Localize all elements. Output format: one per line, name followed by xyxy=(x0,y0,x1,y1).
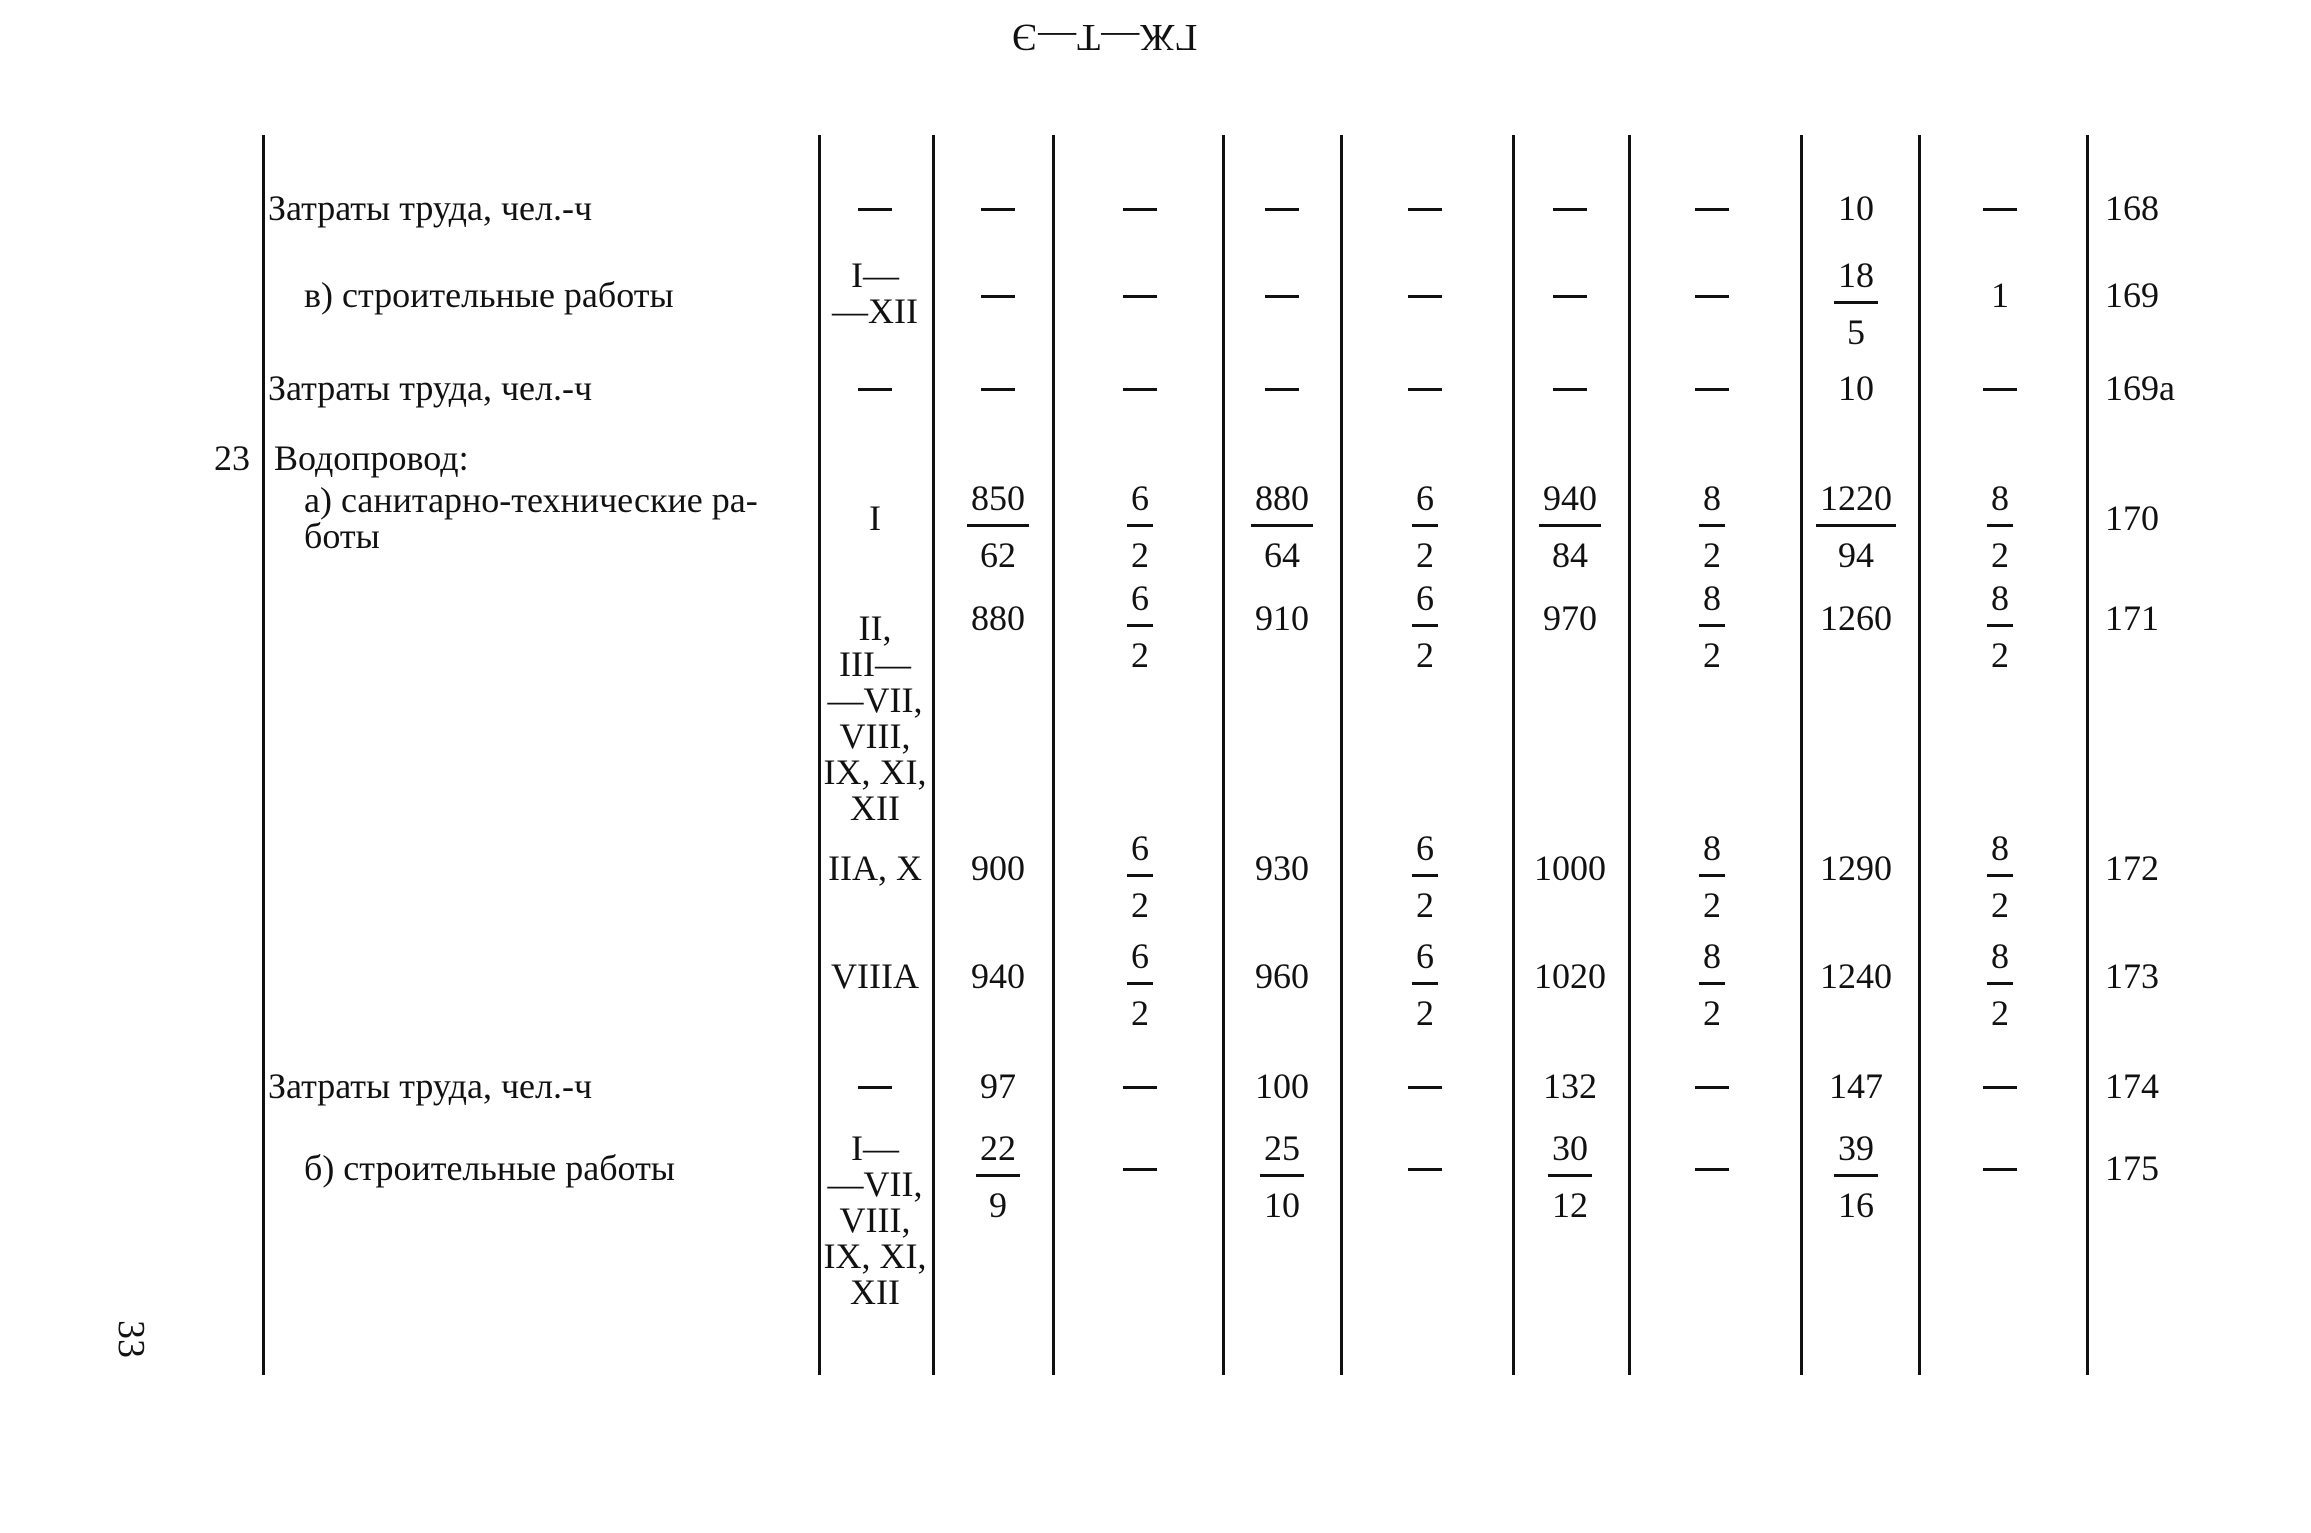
cell-r171-4-numerator: 6 xyxy=(1412,580,1438,627)
cell-r173-4-fraction xyxy=(1412,938,1438,1031)
cell-r169a-4-dash xyxy=(1408,388,1442,391)
cell-r171-1: 880 xyxy=(971,598,1025,638)
row-period: II, III— —VII, VIII, IX, XI, XII xyxy=(823,608,927,828)
rule-col6-left xyxy=(1512,135,1515,1375)
cell-r169-6-dash xyxy=(1695,295,1729,298)
period-dash xyxy=(858,1086,892,1089)
cell-r175-3-fraction xyxy=(1260,1130,1304,1223)
cell-r175-5-fraction xyxy=(1548,1130,1592,1223)
cell-r174-8-dash xyxy=(1983,1086,2017,1089)
cell-r170-4-fraction xyxy=(1412,480,1438,573)
cell-r168-6-dash xyxy=(1695,208,1729,211)
cell-r172-3: 930 xyxy=(1255,848,1309,888)
section-number: 23 xyxy=(214,438,250,478)
cell-r173-4-numerator: 6 xyxy=(1412,938,1438,985)
row-code: 171 xyxy=(2105,598,2159,638)
cell-r170-6-numerator: 8 xyxy=(1699,480,1725,527)
cell-r168-1-dash xyxy=(981,208,1015,211)
row-label: Затраты труда, чел.-ч xyxy=(268,188,593,228)
rule-label-left xyxy=(262,135,265,1375)
row-period: IIA, X xyxy=(828,848,922,888)
cell-r169-4-dash xyxy=(1408,295,1442,298)
rule-col4-left xyxy=(1222,135,1225,1375)
row-code: 175 xyxy=(2105,1148,2159,1188)
cell-r173-1: 940 xyxy=(971,956,1025,996)
cell-r170-3-fraction xyxy=(1251,480,1313,573)
cell-r173-2-numerator: 6 xyxy=(1127,938,1153,985)
cell-r171-2-fraction xyxy=(1127,580,1153,673)
cell-r172-6-numerator: 8 xyxy=(1699,830,1725,877)
cell-r171-2-denominator: 2 xyxy=(1131,635,1149,675)
cell-r170-5-denominator: 84 xyxy=(1552,535,1588,575)
period-dash xyxy=(858,388,892,391)
row-period: I— —VII, VIII, IX, XI, XII xyxy=(823,1128,927,1312)
cell-r173-6-numerator: 8 xyxy=(1699,938,1725,985)
row-code: 169 xyxy=(2105,275,2159,315)
cell-r170-4-denominator: 2 xyxy=(1416,535,1434,575)
cell-r169a-2-dash xyxy=(1123,388,1157,391)
page-number: 33 xyxy=(110,1320,152,1358)
cell-r170-1-fraction xyxy=(967,480,1029,573)
cell-r171-7: 1260 xyxy=(1820,598,1892,638)
rule-col3-left xyxy=(1052,135,1055,1375)
cell-r172-6-denominator: 2 xyxy=(1703,885,1721,925)
row-period: I xyxy=(869,498,881,538)
cell-r170-6-fraction xyxy=(1699,480,1725,573)
cell-r172-6-fraction xyxy=(1699,830,1725,923)
cell-r170-3-denominator: 64 xyxy=(1264,535,1300,575)
cell-r169a-1-dash xyxy=(981,388,1015,391)
cell-r169-7-denominator: 5 xyxy=(1847,312,1865,352)
cell-r175-8-dash xyxy=(1983,1168,2017,1171)
row-period: VIIIA xyxy=(831,956,919,996)
cell-r173-6-denominator: 2 xyxy=(1703,993,1721,1033)
cell-r174-2-dash xyxy=(1123,1086,1157,1089)
cell-r172-4-denominator: 2 xyxy=(1416,885,1434,925)
cell-r168-2-dash xyxy=(1123,208,1157,211)
cell-r171-4-denominator: 2 xyxy=(1416,635,1434,675)
cell-r168-3-dash xyxy=(1265,208,1299,211)
cell-r172-7: 1290 xyxy=(1820,848,1892,888)
cell-r174-6-dash xyxy=(1695,1086,1729,1089)
cell-r170-7-fraction xyxy=(1816,480,1896,573)
cell-r172-5: 1000 xyxy=(1534,848,1606,888)
cell-r173-8-numerator: 8 xyxy=(1987,938,2013,985)
cell-r170-4-numerator: 6 xyxy=(1412,480,1438,527)
cell-r170-8-numerator: 8 xyxy=(1987,480,2013,527)
cell-r170-5-numerator: 940 xyxy=(1539,480,1601,527)
cell-r175-5-numerator: 30 xyxy=(1548,1130,1592,1177)
row-label: в) строительные работы xyxy=(304,275,674,315)
cell-r175-7-denominator: 16 xyxy=(1838,1185,1874,1225)
cell-r173-2-denominator: 2 xyxy=(1131,993,1149,1033)
rule-code-left xyxy=(2086,135,2089,1375)
cell-r169-7-fraction xyxy=(1834,257,1878,350)
row-code: 173 xyxy=(2105,956,2159,996)
cell-r170-8-fraction xyxy=(1987,480,2013,573)
cell-r169-7-numerator: 18 xyxy=(1834,257,1878,304)
cell-r174-5: 132 xyxy=(1543,1066,1597,1106)
cell-r171-5: 970 xyxy=(1543,598,1597,638)
cell-r172-8-fraction xyxy=(1987,830,2013,923)
cell-r170-5-fraction xyxy=(1539,480,1601,573)
cell-r171-3: 910 xyxy=(1255,598,1309,638)
page-header: ГЖ—Т—Э xyxy=(1011,16,1198,58)
cell-r169a-6-dash xyxy=(1695,388,1729,391)
cell-r172-2-numerator: 6 xyxy=(1127,830,1153,877)
cell-r170-2-numerator: 6 xyxy=(1127,480,1153,527)
cell-r173-2-fraction xyxy=(1127,938,1153,1031)
cell-r175-7-numerator: 39 xyxy=(1834,1130,1878,1177)
cell-r171-6-denominator: 2 xyxy=(1703,635,1721,675)
cell-r172-2-denominator: 2 xyxy=(1131,885,1149,925)
cell-r169-2-dash xyxy=(1123,295,1157,298)
cell-r173-6-fraction xyxy=(1699,938,1725,1031)
cell-r172-2-fraction xyxy=(1127,830,1153,923)
cell-r172-1: 900 xyxy=(971,848,1025,888)
cell-r169-3-dash xyxy=(1265,295,1299,298)
cell-r175-3-numerator: 25 xyxy=(1260,1130,1304,1177)
cell-r169a-7: 10 xyxy=(1838,368,1874,408)
cell-r174-1: 97 xyxy=(980,1066,1016,1106)
cell-r171-8-fraction xyxy=(1987,580,2013,673)
cell-r169-5-dash xyxy=(1553,295,1587,298)
cell-r170-2-denominator: 2 xyxy=(1131,535,1149,575)
row-code: 172 xyxy=(2105,848,2159,888)
cell-r171-6-numerator: 8 xyxy=(1699,580,1725,627)
cell-r175-4-dash xyxy=(1408,1168,1442,1171)
cell-r170-6-denominator: 2 xyxy=(1703,535,1721,575)
cell-r173-4-denominator: 2 xyxy=(1416,993,1434,1033)
cell-r175-5-denominator: 12 xyxy=(1552,1185,1588,1225)
cell-r175-7-fraction xyxy=(1834,1130,1878,1223)
cell-r175-6-dash xyxy=(1695,1168,1729,1171)
cell-r174-7: 147 xyxy=(1829,1066,1883,1106)
row-label: а) санитарно-технические ра- боты xyxy=(304,480,758,556)
cell-r174-4-dash xyxy=(1408,1086,1442,1089)
cell-r173-8-fraction xyxy=(1987,938,2013,1031)
row-period: I— —XII xyxy=(832,255,918,331)
cell-r171-8-denominator: 2 xyxy=(1991,635,2009,675)
cell-r168-4-dash xyxy=(1408,208,1442,211)
cell-r174-3: 100 xyxy=(1255,1066,1309,1106)
row-code: 174 xyxy=(2105,1066,2159,1106)
rule-col9-left xyxy=(1918,135,1921,1375)
row-label: Затраты труда, чел.-ч xyxy=(268,1066,593,1106)
cell-r175-3-denominator: 10 xyxy=(1264,1185,1300,1225)
row-code: 169а xyxy=(2105,368,2175,408)
cell-r169a-8-dash xyxy=(1983,388,2017,391)
cell-r171-6-fraction xyxy=(1699,580,1725,673)
cell-r170-3-numerator: 880 xyxy=(1251,480,1313,527)
cell-r168-7: 10 xyxy=(1838,188,1874,228)
cell-r173-7: 1240 xyxy=(1820,956,1892,996)
cell-r171-4-fraction xyxy=(1412,580,1438,673)
rule-col8-left xyxy=(1800,135,1803,1375)
row-label: Затраты труда, чел.-ч xyxy=(268,368,593,408)
cell-r173-8-denominator: 2 xyxy=(1991,993,2009,1033)
cell-r172-8-numerator: 8 xyxy=(1987,830,2013,877)
section-title: Водопровод: xyxy=(274,438,469,478)
cell-r175-1-numerator: 22 xyxy=(976,1130,1020,1177)
period-dash xyxy=(858,208,892,211)
cell-r172-4-numerator: 6 xyxy=(1412,830,1438,877)
cell-r172-8-denominator: 2 xyxy=(1991,885,2009,925)
cell-r168-5-dash xyxy=(1553,208,1587,211)
cell-r175-1-denominator: 9 xyxy=(989,1185,1007,1225)
cell-r173-5: 1020 xyxy=(1534,956,1606,996)
cell-r169a-5-dash xyxy=(1553,388,1587,391)
cell-r169-1-dash xyxy=(981,295,1015,298)
cell-r169-8: 1 xyxy=(1991,275,2009,315)
cell-r170-7-numerator: 1220 xyxy=(1816,480,1896,527)
cell-r171-2-numerator: 6 xyxy=(1127,580,1153,627)
cell-r170-7-denominator: 94 xyxy=(1838,535,1874,575)
rule-col7-left xyxy=(1628,135,1631,1375)
cell-r170-1-numerator: 850 xyxy=(967,480,1029,527)
row-code: 170 xyxy=(2105,498,2159,538)
cell-r172-4-fraction xyxy=(1412,830,1438,923)
cell-r169a-3-dash xyxy=(1265,388,1299,391)
cell-r170-2-fraction xyxy=(1127,480,1153,573)
cell-r168-8-dash xyxy=(1983,208,2017,211)
cell-r175-1-fraction xyxy=(976,1130,1020,1223)
cell-r171-8-numerator: 8 xyxy=(1987,580,2013,627)
rule-col5-left xyxy=(1340,135,1343,1375)
cell-r170-1-denominator: 62 xyxy=(980,535,1016,575)
row-code: 168 xyxy=(2105,188,2159,228)
cell-r173-3: 960 xyxy=(1255,956,1309,996)
cell-r175-2-dash xyxy=(1123,1168,1157,1171)
cell-r170-8-denominator: 2 xyxy=(1991,535,2009,575)
row-label: б) строительные работы xyxy=(304,1148,675,1188)
